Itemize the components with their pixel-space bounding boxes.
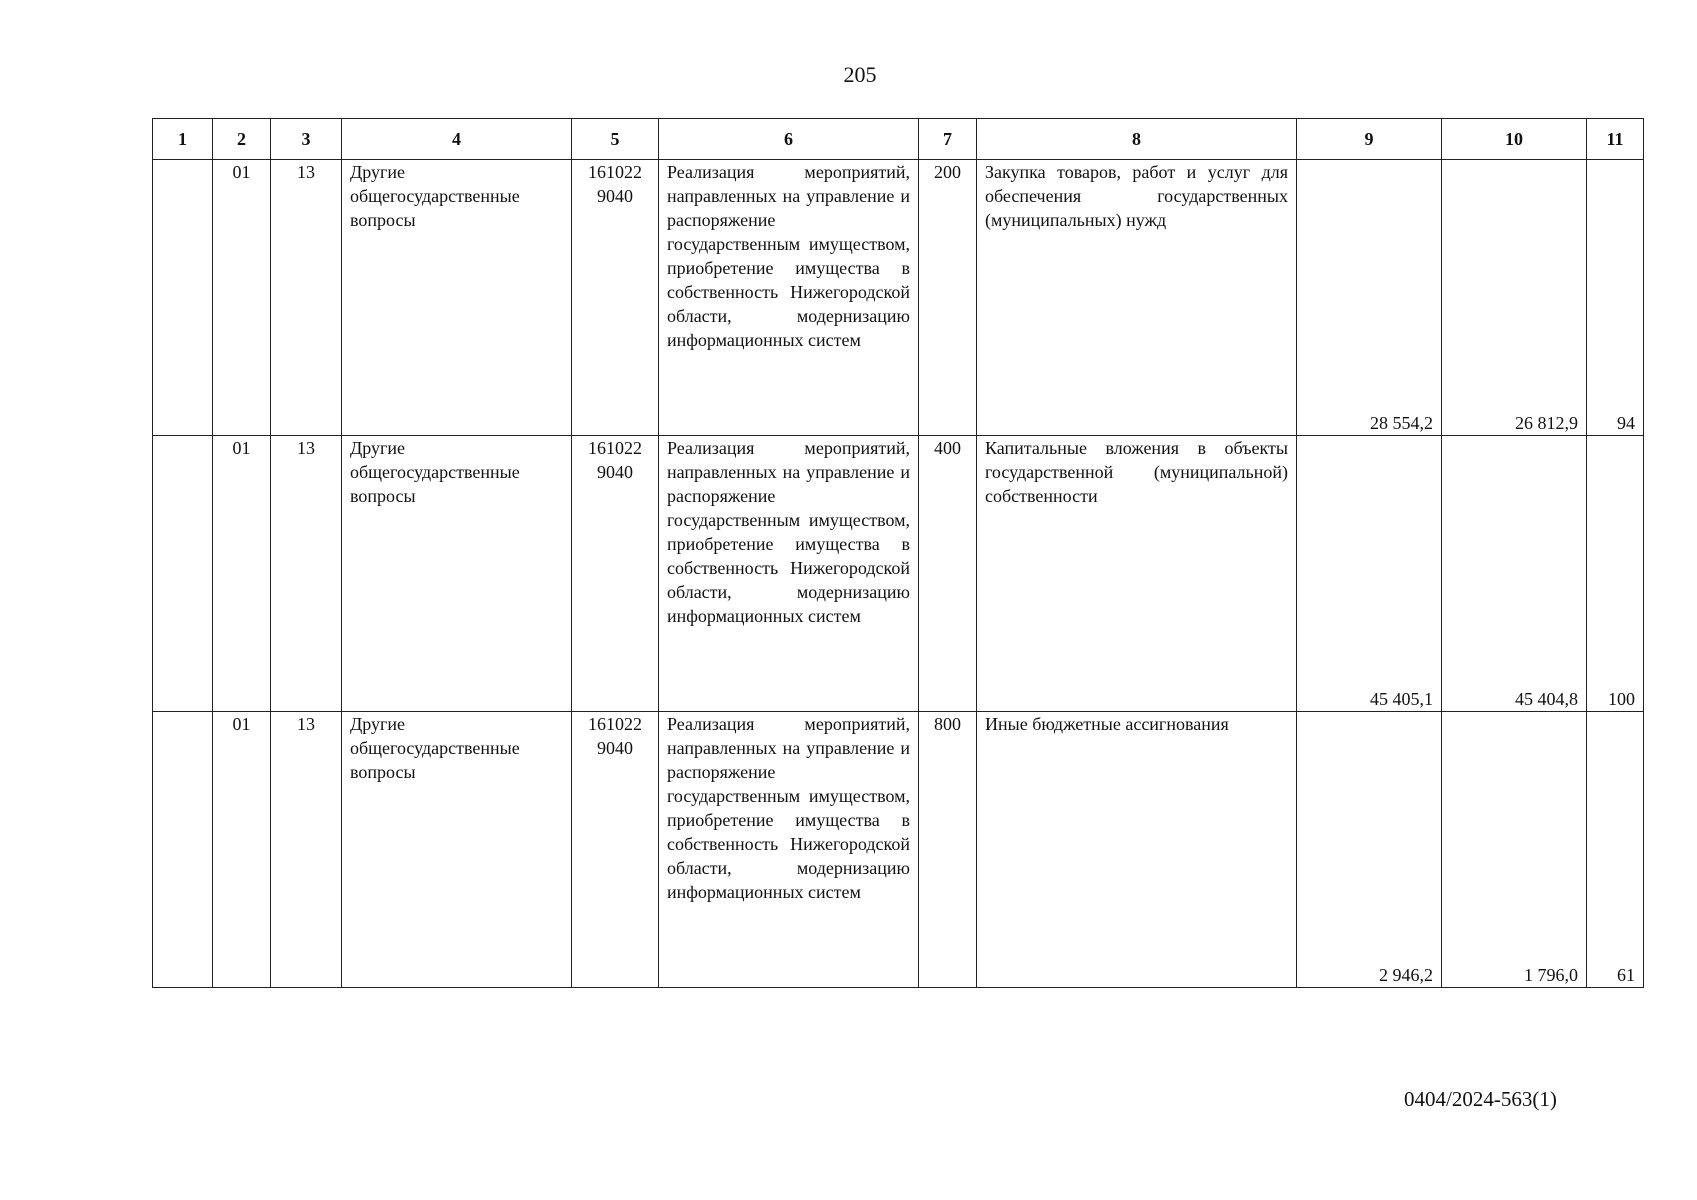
cell-target-code: 161022 9040 [572, 160, 659, 436]
table-row [153, 160, 1644, 436]
header-col-9: 9 [1297, 119, 1442, 160]
budget-table [152, 118, 1644, 988]
header-col-6: 6 [659, 119, 919, 160]
header-col-5: 5 [572, 119, 659, 160]
cell-subsection: 13 [271, 436, 342, 712]
header-col-1: 1 [153, 119, 213, 160]
cell-col-1 [153, 160, 213, 436]
cell-actual-amount: 26 812,9 [1442, 160, 1587, 436]
table-row [153, 436, 1644, 712]
cell-expense-name: Закупка товаров, работ и услуг для обеспечения государственных (муниципальных) нужд [977, 160, 1297, 436]
cell-planned-amount: 45 405,1 [1297, 436, 1442, 712]
cell-expense-name: Капитальные вложения в объекты государственной (муниципальной) собственности [977, 436, 1297, 712]
cell-section-name: Другие общегосударственные вопросы [342, 160, 572, 436]
cell-actual-amount: 1 796,0 [1442, 712, 1587, 988]
cell-percent: 100 [1587, 436, 1644, 712]
cell-planned-amount: 28 554,2 [1297, 160, 1442, 436]
document-code: 0404/2024-563(1) [1404, 1087, 1557, 1111]
cell-target-code: 161022 9040 [572, 436, 659, 712]
header-col-7: 7 [919, 119, 977, 160]
table-header-row [153, 119, 1644, 160]
header-col-4: 4 [342, 119, 572, 160]
cell-section: 01 [213, 160, 271, 436]
cell-section-name: Другие общегосударственные вопросы [342, 436, 572, 712]
cell-target-name: Реализация мероприятий, направленных на управление и распоряжение государственным имуществом, приобретение имущества в собственность Нижегородской области, модернизацию информационных систем [659, 436, 919, 712]
header-col-2: 2 [213, 119, 271, 160]
header-col-8: 8 [977, 119, 1297, 160]
table-row [153, 712, 1644, 988]
cell-percent: 94 [1587, 160, 1644, 436]
cell-planned-amount: 2 946,2 [1297, 712, 1442, 988]
page-number: 205 [843, 62, 877, 87]
cell-target-code: 161022 9040 [572, 712, 659, 988]
cell-target-name: Реализация мероприятий, направленных на управление и распоряжение государственным имуществом, приобретение имущества в собственность Нижегородской области, модернизацию информационных систем [659, 160, 919, 436]
cell-expense-code: 400 [919, 436, 977, 712]
cell-expense-code: 800 [919, 712, 977, 988]
cell-expense-name: Иные бюджетные ассигнования [977, 712, 1297, 988]
header-col-10: 10 [1442, 119, 1587, 160]
cell-section: 01 [213, 712, 271, 988]
cell-section: 01 [213, 436, 271, 712]
header-col-3: 3 [271, 119, 342, 160]
cell-expense-code: 200 [919, 160, 977, 436]
cell-percent: 61 [1587, 712, 1644, 988]
cell-section-name: Другие общегосударственные вопросы [342, 712, 572, 988]
header-col-11: 11 [1587, 119, 1644, 160]
cell-subsection: 13 [271, 160, 342, 436]
cell-col-1 [153, 712, 213, 988]
cell-subsection: 13 [271, 712, 342, 988]
cell-col-1 [153, 436, 213, 712]
cell-actual-amount: 45 404,8 [1442, 436, 1587, 712]
cell-target-name: Реализация мероприятий, направленных на управление и распоряжение государственным имуществом, приобретение имущества в собственность Нижегородской области, модернизацию информационных систем [659, 712, 919, 988]
